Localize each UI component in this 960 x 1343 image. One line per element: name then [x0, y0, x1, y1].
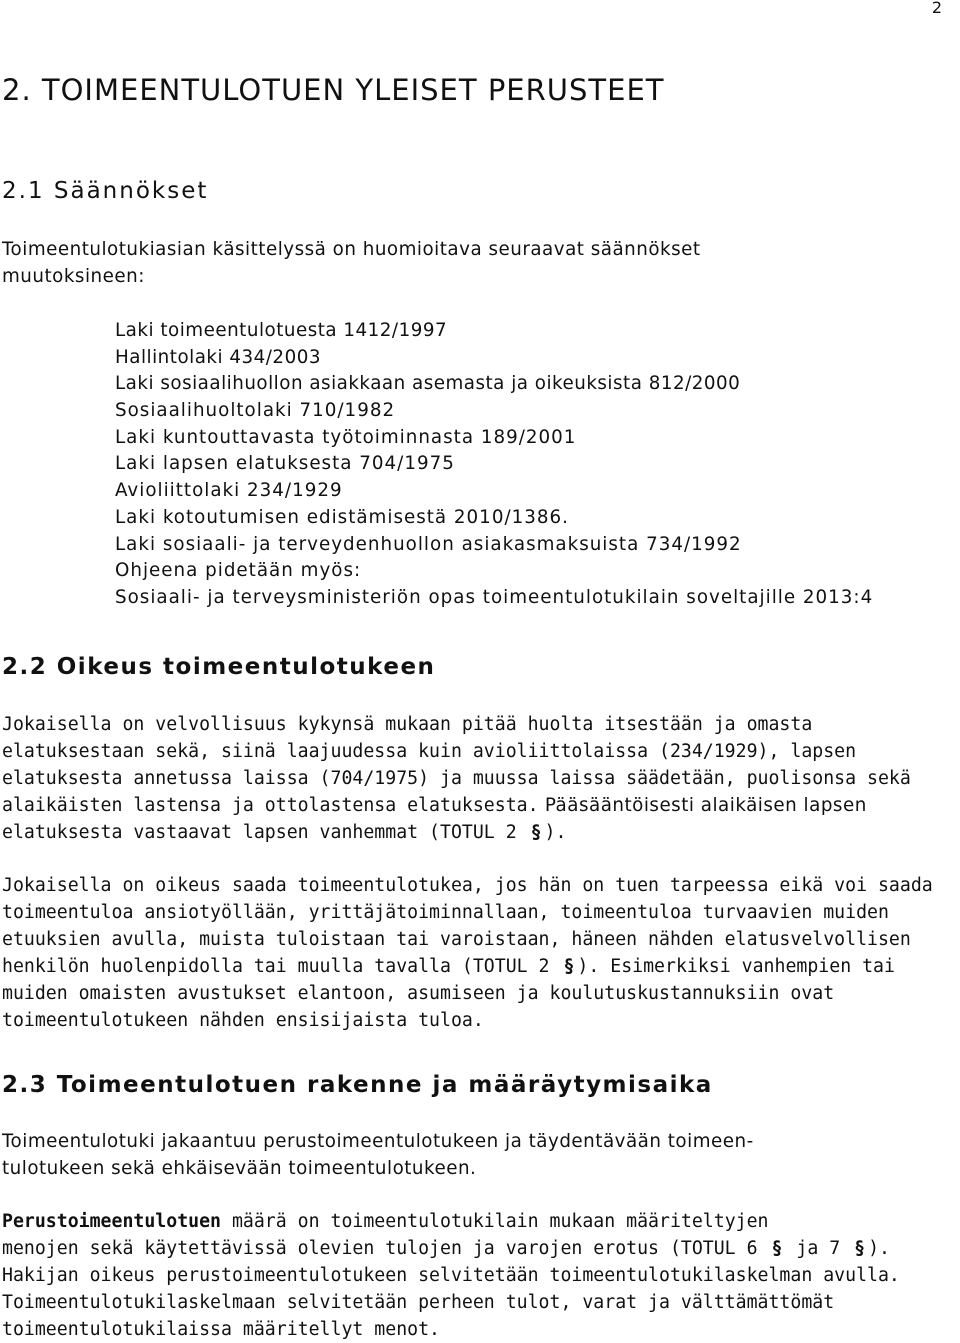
paragraph-line: elatuksesta annetussa laissa (704/1975) ja muussa laissa säädetään, puolisonsa sekä [2, 768, 911, 789]
section-2-2-paragraph-1 [2, 711, 911, 846]
bold-term: Perustoimeentulotuen [2, 1211, 221, 1232]
law-item: Hallintolaki 434/2003 [115, 346, 321, 368]
paragraph-line: toimeentulotukilaissa määritellyt menot. [2, 1319, 440, 1340]
page-number: 2 [931, 0, 942, 17]
law-item: Laki sosiaali- ja terveydenhuollon asiakasmaksuista 734/1992 [115, 533, 742, 555]
paragraph-text: ). Esimerkiksi vanhempien tai [577, 956, 895, 977]
law-item: Laki kotoutumisen edistämisestä 2010/1386. [115, 506, 569, 528]
law-item: Laki toimeentulotuesta 1412/1997 [115, 320, 448, 341]
section-2-2-paragraph-2 [2, 872, 933, 1034]
paragraph-line: Jokaisella on velvollisuus kykynsä mukaan pitää huolta itsestään ja omasta [2, 714, 813, 735]
paragraph-line: toimeentulotukeen nähden ensisijaista tuloa. [2, 1010, 484, 1031]
paragraph-line [2, 819, 911, 846]
paragraph-line: tulotukeen sekä ehkäisevään toimeentulotukeen. [2, 1158, 477, 1179]
paragraph-line [2, 1235, 900, 1262]
law-item: Avioliittolaki 234/1929 [115, 480, 343, 502]
section-2-3-paragraph-2 [2, 1208, 900, 1343]
paragraph-line [2, 792, 911, 819]
chapter-title: 2. TOIMEENTULOTUEN YLEISET PERUSTEET [2, 73, 665, 107]
paragraph-line: Toimeentulotukilaskelmaan selvitetään perheen tulot, varat ja välttämättömät [2, 1292, 835, 1313]
law-item: Laki lapsen elatuksesta 704/1975 [115, 453, 455, 475]
section-heading-2-1: 2.1 Säännökset [2, 178, 209, 204]
paragraph-line: muiden omaisten avustukset elantoon, asumiseen ja koulutuskustannuksiin ovat [2, 983, 835, 1004]
section-sign: § [854, 1238, 866, 1259]
paragraph-line: etuuksien avulla, muista tuloistaan tai varoistaan, häneen nähden elatusvelvollisen [2, 929, 911, 950]
section-sign: § [563, 956, 575, 977]
paragraph-text: alaikäisten lastensa ja ottolastensa elatuksesta. [2, 795, 539, 816]
law-list [115, 317, 873, 611]
section-heading-2-2: 2.2 Oikeus toimeentulotukeen [2, 654, 436, 680]
section-heading-2-3: 2.3 Toimeentulotuen rakenne ja määräytymisaika [2, 1072, 713, 1098]
intro-line: muutoksineen: [2, 266, 145, 287]
paragraph-text: elatuksesta vastaavat lapsen vanhemmat (TOTUL 2 [2, 822, 528, 843]
paragraph-text: Pääsääntöisesti alaikäisen lapsen [538, 795, 867, 816]
law-item: Laki sosiaalihuollon asiakkaan asemasta ja oikeuksista 812/2000 [115, 373, 741, 395]
paragraph-text: ). [868, 1238, 891, 1259]
section-2-1-intro [2, 236, 701, 290]
paragraph-line: toimeentuloa ansiotyöllään, yrittäjätoiminnallaan, toimeentuloa turvaavien muiden [2, 902, 889, 923]
paragraph-line [2, 953, 933, 980]
law-item: Sosiaalihuoltolaki 710/1982 [115, 400, 396, 422]
section-sign: § [530, 822, 542, 843]
paragraph-text: menojen sekä käytettävissä olevien tulojen ja varojen erotus (TOTUL 6 [2, 1238, 769, 1259]
section-2-3-paragraph-1 [2, 1128, 754, 1182]
paragraph-text: ja 7 [785, 1238, 852, 1259]
section-sign: § [771, 1238, 783, 1259]
paragraph-line: Jokaisella on oikeus saada toimeentulotukea, jos hän on tuen tarpeessa eikä voi saada [2, 875, 933, 896]
paragraph-line: Toimeentulotuki jakaantuu perustoimeentulotukeen ja täydentävään toimeen- [2, 1131, 754, 1152]
law-item: Sosiaali- ja terveysministeriön opas toimeentulotukilain soveltajille 2013:4 [115, 586, 874, 608]
paragraph-line [2, 1208, 900, 1235]
law-item: Laki kuntouttavasta työtoiminnasta 189/2001 [115, 426, 577, 448]
paragraph-text: määrä on toimeentulotukilain mukaan määriteltyjen [221, 1211, 769, 1232]
law-item: Ohjeena pidetään myös: [115, 560, 362, 582]
paragraph-line: elatuksestaan sekä, siinä laajuudessa kuin avioliittolaissa (234/1929), lapsen [2, 741, 857, 762]
paragraph-line: Hakijan oikeus perustoimeentulotukeen selvitetään toimeentulotukilaskelman avulla. [2, 1265, 900, 1286]
intro-line: Toimeentulotukiasian käsittelyssä on huomioitava seuraavat säännökset [2, 239, 701, 260]
paragraph-text: henkilön huolenpidolla tai muulla tavalla (TOTUL 2 [2, 956, 561, 977]
paragraph-text: ). [544, 822, 567, 843]
